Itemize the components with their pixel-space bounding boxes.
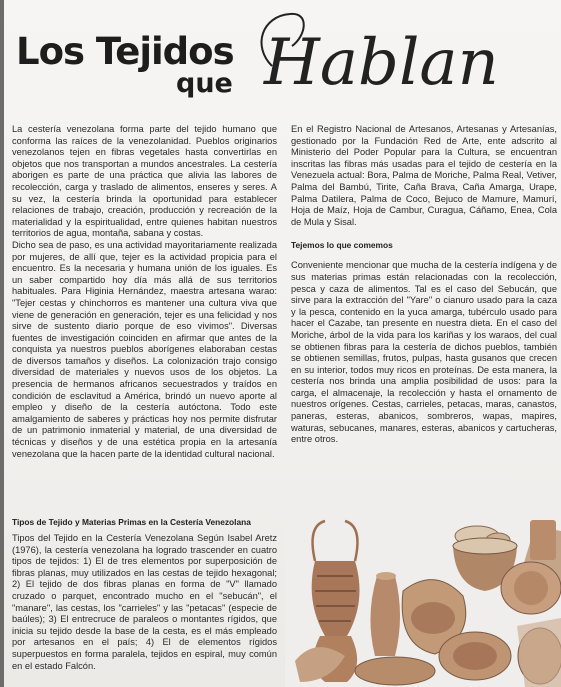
types-paragraph: Tipos del Tejido en la Cestería Venezolana Según Isabel Aretz (1976), la cestería venezolana ha logrado trascender en cuatro tipos de tejidos: 1) El de tres elementos por superposición de fibras planas, muy utilizados en las cestas de tejido hexagonal; 2) El tejido de dos fibras planas en forma de "V" llamado cruzado o parquet, encontrado mucho en el "sebucán", el "manare", las cestas, los "carrieles" y las "petacas" (especie de baúles); 3) El entrecruce de paraleos o montantes rígidos, que inicia su tejido desde la base de la cesta, es el más empleado por artesanos en el país; 4) El de elementos rígidos superpuestos en forma paralela, tejidos en espiral, muy común en el estado Falcón. [12,533,277,671]
title-hablan-text: Hablan [264,26,499,100]
types-heading: Tipos de Tejido y Materias Primas en la Cestería Venezolana [12,517,251,527]
exhibit-panel [4,0,561,687]
types-section [12,517,277,672]
body-paragraph: Dicho sea de paso, es una actividad mayoritariamente realizada por mujeres, de allí que, tejer es la actividad propicia para el encuentro. Es la necesaria y humana unión de los iguales. Es un saber compartido hoy día más allá de sus territorios habituales. Para Higinia Hernández, maestra artesana warao: "Tejer cestas y chinchorros es mantener una cultura viva que viene de generación en generación, tejer es una felicidad y nos sirve de sustento diario porque de eso vivimos". Diversas fuentes de investigación coinciden en afirmar que antes de la conquista ya nuestros pueblos aborígenes elaboraban cestas de diversos tamaños y diseños. La colonización trajo consigo diversidad de materiales y nuevos usos de los objetos. La presencia de hermanos africanos secuestrados y traídos en condición de esclavitud a América, brindó un nuevo aporte al empleo y diseño de la cestería autóctona. Todo este amalgamiento de saberes y prácticas hoy nos permite disfrutar de un patrimonio inmaterial y material, de una diversidad de técnicas y diseños y de una estética propia en la artesanía venezolana que la hacen parte de la identidad cultural nacional. [12,239,277,459]
title-los-tejidos: Los Tejidos [16,30,234,73]
left-column [12,124,277,460]
baskets-photo [285,506,561,687]
intro-paragraph: La cestería venezolana forma parte del tejido humano que conforma las raíces de la venezolanidad. Pueblos originarios venezolanos tejen en fibras vegetales hasta convertirlas en objetos que nos transportan a mundos ancestrales. La cestería aborigen es parte de una práctica que alivia las labores de recolección, carga y traslado de alimentos, enseres y seres. A su vez, la cestería brinda la oportunidad para establecer relaciones de trabajo, creación, producción y recreación de la materialidad y la espiritualidad, entre quienes habitan nuestros territorios de agua, montaña, sabana y costas. [12,124,277,239]
food-paragraph: Conveniente mencionar que mucha de la cestería indígena y de sus materias primas están relacionadas con la recolección, pesca y caza de alimentos. Tal es el caso del Sebucán, que sirve para la extracción del "Yare" o cianuro usado para la caza y la pesca, contenido en la yuca amarga, tubérculo usado para hacer el Cazabe, tan presente en nuestra dieta. En el caso del Moriche, árbol de la vida para los kariñas y los waraos, del cual se obtienen fibras para la cestería de dichos pueblos, también se obtienen semillas, frutos, pulpas, hasta gusanos que crecen en su interior, todos muy ricos en proteínas. De esta manera, la cestería nos brinda una amplia posibilidad de usos: para la carga, el almacenaje, la recolección y hasta el ornamento de nuestros orígenes. Cestas, carrieles, petacas, maras, canastos, paneras, esteras, abanicos, sombreros, wapas, mapires, waturas, sebucanes, manares, esteras, abanicos y cartucheras, entre otros. [291,260,557,445]
right-column [291,124,557,446]
title-hablan-script [232,6,552,106]
registry-paragraph: En el Registro Nacional de Artesanos, Artesanas y Artesanías, gestionado por la Fundación Red de Arte, ente adscrito al Ministerio del Poder Popular para la Cultura, se encuentran inscritas las fibras más usadas para el tejido de cestería en la Venezuela actual: Bora, Palma de Moriche, Palma Real, Vetiver, Palma del Bambú, Tirite, Caña Brava, Caña Amarga, Urape, Palma Datilera, Palma de Coco, Bejuco de Mamure, Mamurí, Hoja de Maíz, Hoja de Cambur, Curagua, Cáñamo, Enea, Cola de Mula y Sisal. [291,124,557,227]
food-heading: Tejemos lo que comemos [291,240,393,251]
title-que: que [176,68,233,99]
